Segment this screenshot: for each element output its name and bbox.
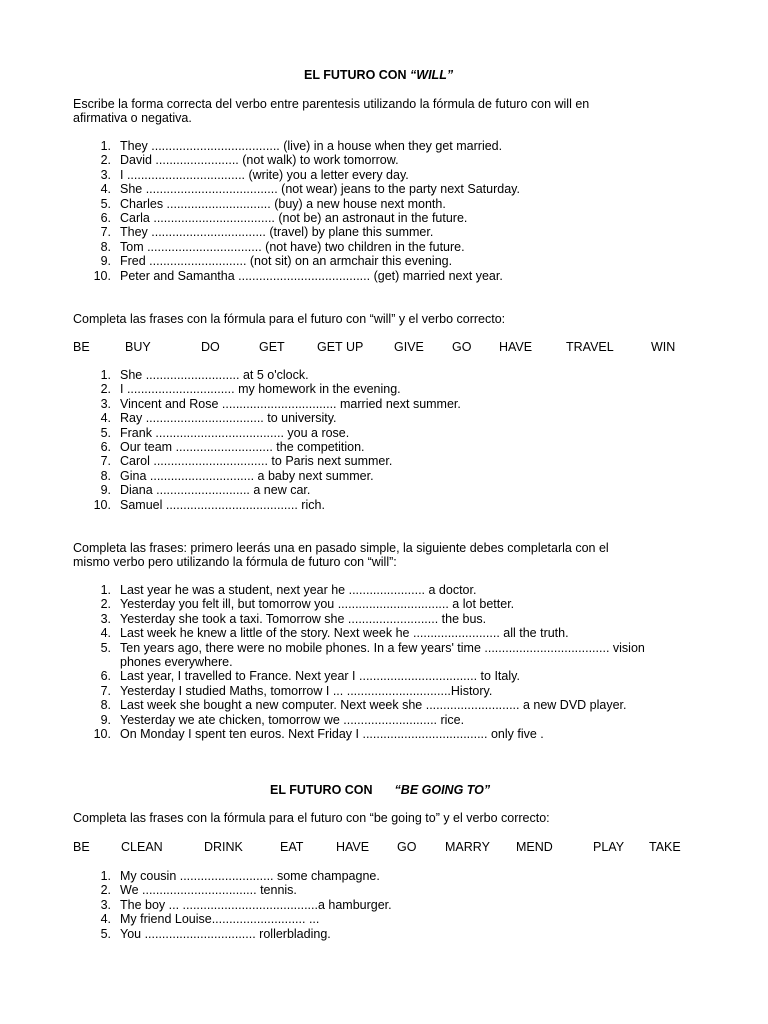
ex2-item-text: Gina .............................. a baby next summer. bbox=[120, 468, 374, 483]
ex1-item-number: 2. bbox=[100, 153, 111, 168]
ex1-item-text: Charles .............................. (buy) a new house next month. bbox=[120, 196, 446, 211]
ex4-word: GO bbox=[397, 840, 417, 854]
ex4-word: CLEAN bbox=[121, 840, 163, 854]
ex1-instruction-line1: Escribe la forma correcta del verbo entre parentesis utilizando la fórmula de futuro con will en bbox=[73, 97, 590, 111]
ex3-instruction-line1: Completa las frases: primero leerás una en pasado simple, la siguiente debes completarla con el bbox=[73, 541, 609, 555]
ex1-item-text: Carla ................................... (not be) an astronaut in the future. bbox=[120, 211, 468, 225]
ex2-item-text: She ........................... at 5 o'clock. bbox=[120, 368, 309, 382]
ex4-word: HAVE bbox=[336, 840, 370, 854]
ex1-item-text: They ..................................... (live) in a house when they get married. bbox=[120, 139, 503, 153]
ex2-item-number: 7. bbox=[100, 454, 111, 469]
ex4-item-text: My friend Louise........................... ... bbox=[120, 912, 320, 927]
ex1-instruction-line2: afirmativa o negativa. bbox=[73, 111, 192, 125]
ex3-item-text: Yesterday you felt ill, but tomorrow you ................................ a lot better. bbox=[120, 597, 515, 612]
ex4-word: EAT bbox=[280, 840, 304, 854]
ex3-item-text: Ten years ago, there were no mobile phones. In a few years' time .................................... vision bbox=[120, 640, 645, 655]
ex3-item-number: 1. bbox=[100, 583, 111, 597]
ex2-word: GET UP bbox=[317, 340, 364, 354]
ex3-item5-continuation: phones everywhere. bbox=[120, 655, 233, 669]
ex2-instruction: Completa las frases con la fórmula para el futuro con “will” y el verbo correcto: bbox=[73, 312, 506, 326]
ex1-item-text: David ........................ (not walk) to work tomorrow. bbox=[120, 153, 399, 168]
ex1-item-number: 6. bbox=[100, 211, 111, 225]
ex1-item-number: 5. bbox=[100, 196, 111, 211]
ex4-word: MEND bbox=[516, 840, 553, 854]
ex1-item-text: She ...................................... (not wear) jeans to the party next Saturday. bbox=[120, 182, 520, 197]
ex4-word: DRINK bbox=[204, 840, 243, 854]
ex2-word: DO bbox=[201, 340, 220, 354]
ex2-word: GIVE bbox=[394, 340, 424, 354]
ex4-item-text: My cousin ........................... some champagne. bbox=[120, 869, 380, 883]
ex4-word: MARRY bbox=[445, 840, 490, 854]
ex1-item-number: 8. bbox=[100, 239, 111, 254]
ex3-item-number: 6. bbox=[100, 669, 111, 684]
ex2-item-text: Ray .................................. to university. bbox=[120, 411, 337, 426]
ex2-word: BUY bbox=[125, 340, 151, 354]
ex1-item-number: 10. bbox=[93, 268, 111, 283]
ex1-item-number: 7. bbox=[100, 225, 111, 240]
ex3-item-text: Last week he knew a little of the story. Next week he ......................... all the truth. bbox=[120, 626, 569, 641]
ex3-item-text: Yesterday we ate chicken, tomorrow we ........................... rice. bbox=[120, 712, 465, 727]
ex2-item-number: 9. bbox=[100, 483, 111, 498]
ex2-item-text: Vincent and Rose ................................. married next summer. bbox=[120, 396, 461, 411]
ex2-item-number: 2. bbox=[100, 382, 111, 397]
ex2-word: GET bbox=[259, 340, 285, 354]
ex3-item-number: 3. bbox=[100, 611, 111, 626]
ex1-item-text: They ................................. (travel) by plane this summer. bbox=[120, 225, 434, 240]
ex4-word: PLAY bbox=[593, 840, 625, 854]
ex3-item-text: Last year, I travelled to France. Next year I .................................. to Italy. bbox=[120, 669, 520, 684]
ex2-word: HAVE bbox=[499, 340, 533, 354]
ex3-item-text: On Monday I spent ten euros. Next Friday I .................................... only five . bbox=[120, 727, 544, 741]
ex2-item-number: 6. bbox=[100, 440, 111, 454]
ex3-item-number: 10. bbox=[93, 727, 111, 741]
ex4-instruction: Completa las frases con la fórmula para el futuro con “be going to” y el verbo correcto: bbox=[73, 811, 550, 825]
ex1-item-number: 4. bbox=[100, 182, 111, 197]
ex1-item-number: 9. bbox=[100, 254, 111, 269]
title-going-to: EL FUTURO CON “BE GOING TO” bbox=[270, 783, 491, 797]
ex4-item-text: The boy ... .......................................a hamburger. bbox=[120, 897, 392, 912]
ex1-item-text: Fred ............................ (not sit) on an armchair this evening. bbox=[120, 254, 453, 269]
ex2-item-text: Diana ........................... a new car. bbox=[120, 483, 311, 498]
ex2-item-number: 4. bbox=[100, 411, 111, 426]
ex1-item-number: 1. bbox=[100, 139, 111, 153]
ex3-item-text: Last year he was a student, next year he ...................... a doctor. bbox=[120, 583, 477, 597]
ex3-item-text: Last week she bought a new computer. Next week she ........................... a new DVD player. bbox=[120, 698, 627, 713]
ex2-word: WIN bbox=[651, 340, 676, 354]
ex3-instruction-line2: mismo verbo pero utilizando la fórmula de futuro con “will”: bbox=[73, 555, 397, 569]
ex4-item-text: You ................................ rollerblading. bbox=[120, 926, 331, 941]
ex1-item-text: Tom ................................. (not have) two children in the future. bbox=[120, 239, 465, 254]
ex4-word: TAKE bbox=[649, 840, 681, 854]
ex4-item-number: 2. bbox=[100, 883, 111, 898]
title-will: EL FUTURO CON “WILL” bbox=[304, 68, 454, 82]
ex1-item-text: Peter and Samantha ...................................... (get) married next year. bbox=[120, 268, 503, 283]
ex2-item-text: I ............................... my homework in the evening. bbox=[120, 382, 401, 397]
ex4-item-number: 3. bbox=[100, 897, 111, 912]
ex2-item-text: Samuel ...................................... rich. bbox=[120, 497, 325, 512]
ex3-item-number: 7. bbox=[100, 683, 111, 698]
ex2-word: TRAVEL bbox=[566, 340, 614, 354]
ex2-word: GO bbox=[452, 340, 472, 354]
ex4-item-number: 4. bbox=[100, 912, 111, 927]
ex3-item-number: 9. bbox=[100, 712, 111, 727]
ex1-item-text: I .................................. (write) you a letter every day. bbox=[120, 167, 409, 182]
ex2-item-number: 8. bbox=[100, 468, 111, 483]
ex3-item-text: Yesterday she took a taxi. Tomorrow she .......................... the bus. bbox=[120, 611, 487, 626]
ex3-item-number: 8. bbox=[100, 698, 111, 713]
ex4-item-number: 1. bbox=[100, 869, 111, 883]
ex2-word: BE bbox=[73, 340, 90, 354]
ex2-item-number: 3. bbox=[100, 396, 111, 411]
ex1-item-number: 3. bbox=[100, 167, 111, 182]
ex2-item-number: 1. bbox=[100, 368, 111, 382]
ex3-item-number: 2. bbox=[100, 597, 111, 612]
ex3-item-text: Yesterday I studied Maths, tomorrow I ... ..............................History. bbox=[120, 683, 493, 698]
ex4-item-number: 5. bbox=[100, 926, 111, 941]
ex2-item-text: Carol ................................. to Paris next summer. bbox=[120, 454, 393, 469]
ex2-item-number: 10. bbox=[93, 497, 111, 512]
ex3-item-number: 5. bbox=[100, 640, 111, 655]
ex3-item-number: 4. bbox=[100, 626, 111, 641]
ex2-item-text: Frank ..................................... you a rose. bbox=[120, 425, 350, 440]
ex4-word: BE bbox=[73, 840, 90, 854]
ex4-item-text: We ................................. tennis. bbox=[120, 883, 297, 898]
ex2-item-text: Our team ............................ the competition. bbox=[120, 440, 365, 454]
ex2-item-number: 5. bbox=[100, 425, 111, 440]
